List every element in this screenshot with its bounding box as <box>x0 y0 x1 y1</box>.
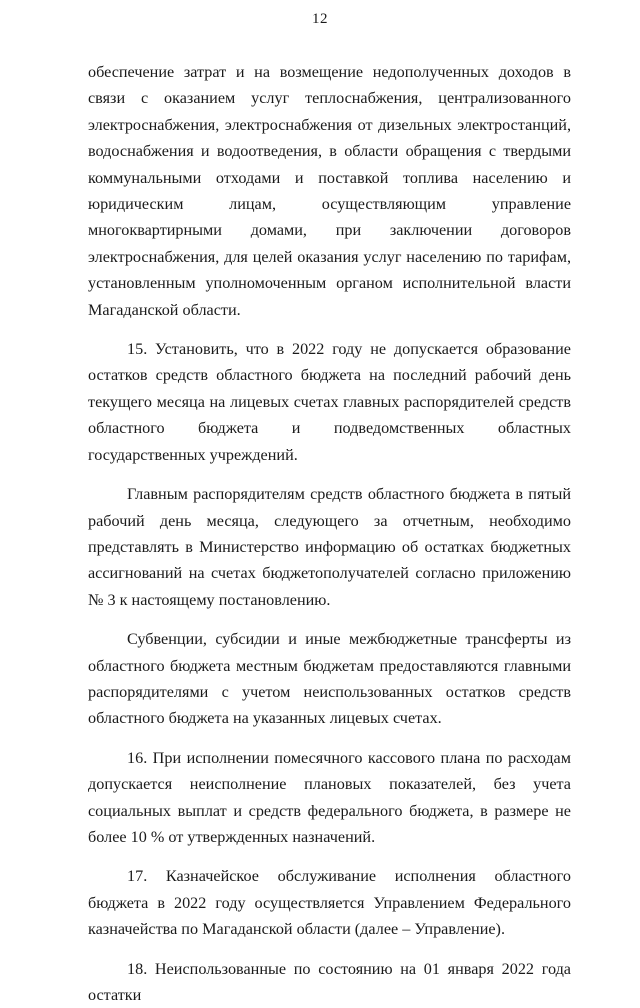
paragraph-continuation: обеспечение затрат и на возмещение недополученных доходов в связи с оказанием услуг теплоснабжения, централизованного электроснабжения, электроснабжения от дизельных электростанций, водоснабжения и водоотведения, в области обращения с твердыми коммунальными отходами и поставкой топлива населению и юридическим лицам, осуществляющим управление многоквартирными домами, при заключении договоров электроснабжения, для целей оказания услуг населению по тарифам, установленным уполномоченным органом исполнительной власти Магаданской области. <box>88 63 571 319</box>
paragraph-reporting: Главным распорядителям средств областного бюджета в пятый рабочий день месяца, следующего за отчетным, необходимо представлять в Министерство информацию об остатках бюджетных ассигнований на счетах бюджетополучателей согласно приложению № 3 к настоящему постановлению. <box>88 485 571 609</box>
paragraph-item-16: 16. При исполнении помесячного кассового плана по расходам допускается неисполнение плановых показателей, без учета социальных выплат и средств федерального бюджета, в размере не более 10 % от утвержденных назначений. <box>88 748 571 846</box>
paragraph-item-18: 18. Неиспользованные по состоянию на 01 января 2022 года остатки <box>88 959 571 1004</box>
document-body <box>88 59 571 1008</box>
paragraph-item-15: 15. Установить, что в 2022 году не допускается образование остатков средств областного бюджета на последний рабочий день текущего месяца на лицевых счетах главных распорядителей средств областного бюджета и подведомственных областных государственных учреждений. <box>88 340 571 464</box>
page-number: 12 <box>312 11 328 27</box>
paragraph-transfers: Субвенции, субсидии и иные межбюджетные трансферты из областного бюджета местным бюджетам предоставляются главными распорядителями с учетом неиспользованных остатков средств областного бюджета на указанных лицевых счетах. <box>88 630 571 728</box>
paragraph-item-17: 17. Казначейское обслуживание исполнения областного бюджета в 2022 году осуществляется Управлением Федерального казначейства по Магаданской области (далее – Управление). <box>88 867 571 939</box>
